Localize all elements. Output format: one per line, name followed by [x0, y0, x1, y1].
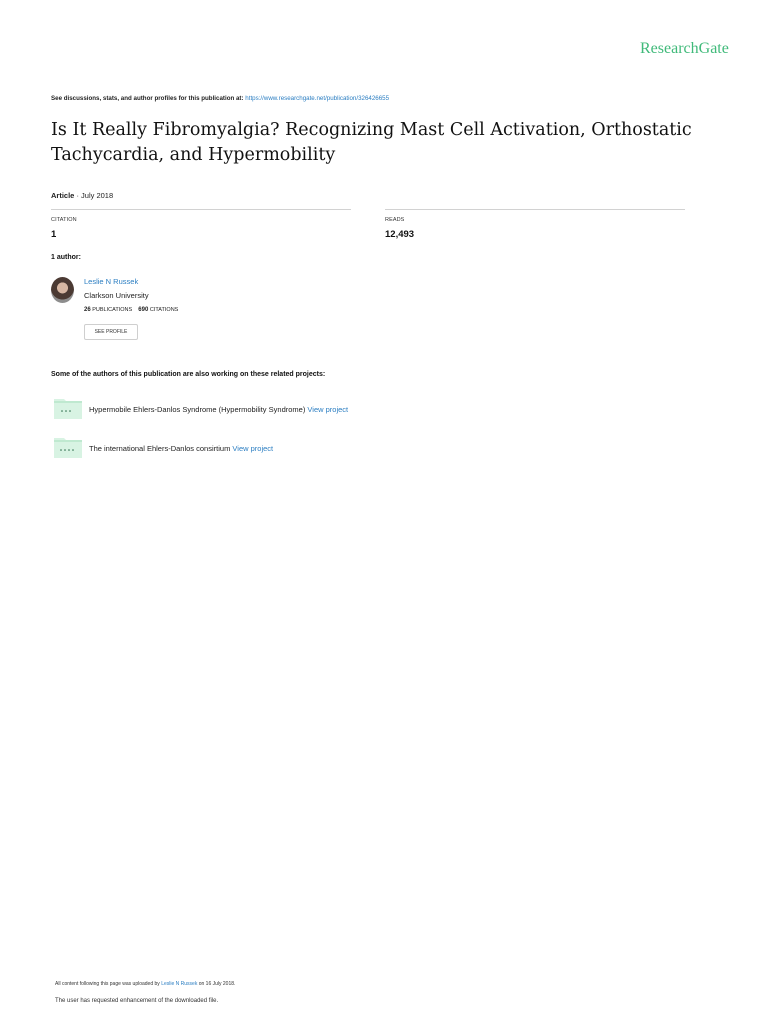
project-item — [89, 444, 273, 453]
uploader-link[interactable]: Leslie N Russek — [161, 981, 198, 987]
publication-title: Is It Really Fibromyalgia? Recognizing Mast Cell Activation, Orthostatic Tachycardia, and Hypermobility — [51, 120, 692, 165]
discussion-line — [51, 95, 389, 102]
stats-divider-right — [385, 209, 685, 210]
project-title: Hypermobile Ehlers-Danlos Syndrome (Hypermobility Syndrome) — [89, 405, 306, 414]
researchgate-logo[interactable]: ResearchGate — [640, 40, 729, 57]
enhancement-notice: The user has requested enhancement of the downloaded file. — [55, 998, 219, 1004]
author-citations-count: 690 — [138, 307, 149, 313]
author-institution: Clarkson University — [84, 291, 149, 300]
citation-count: 1 — [51, 229, 57, 240]
author-publications-label: PUBLICATIONS — [92, 307, 133, 313]
related-projects-heading: Some of the authors of this publication are also working on these related projects: — [51, 371, 326, 378]
stats-divider-left — [51, 209, 351, 210]
author-name-link[interactable]: Leslie N Russek — [84, 277, 139, 286]
publication-type: Article — [51, 191, 75, 200]
publication-meta — [51, 191, 113, 200]
reads-label: READS — [385, 217, 405, 223]
discussion-prefix: See discussions, stats, and author profiles for this publication at: — [51, 95, 244, 102]
project-item — [89, 405, 348, 414]
citation-label: CITATION — [51, 217, 77, 223]
author-publications-count: 26 — [84, 307, 91, 313]
upload-prefix: All content following this page was uploaded by — [55, 981, 160, 987]
author-citations-label: CITATIONS — [149, 307, 179, 313]
author-avatar[interactable] — [51, 277, 74, 303]
publication-date: · July 2018 — [76, 191, 114, 200]
project-folder-icon — [54, 397, 82, 419]
view-project-link[interactable]: View project — [307, 405, 349, 414]
project-title: The international Ehlers-Danlos consirtium — [89, 444, 231, 453]
reads-count: 12,493 — [385, 229, 415, 240]
upload-suffix: on 16 July 2018. — [198, 981, 236, 987]
authors-heading: 1 author: — [51, 254, 81, 261]
author-stats — [84, 307, 178, 313]
see-profile-button[interactable]: SEE PROFILE — [84, 324, 138, 340]
publication-url-link[interactable]: https://www.researchgate.net/publication/326426655 — [245, 95, 390, 102]
view-project-link[interactable]: View project — [232, 444, 274, 453]
upload-notice — [55, 981, 235, 987]
project-folder-icon — [54, 436, 82, 458]
